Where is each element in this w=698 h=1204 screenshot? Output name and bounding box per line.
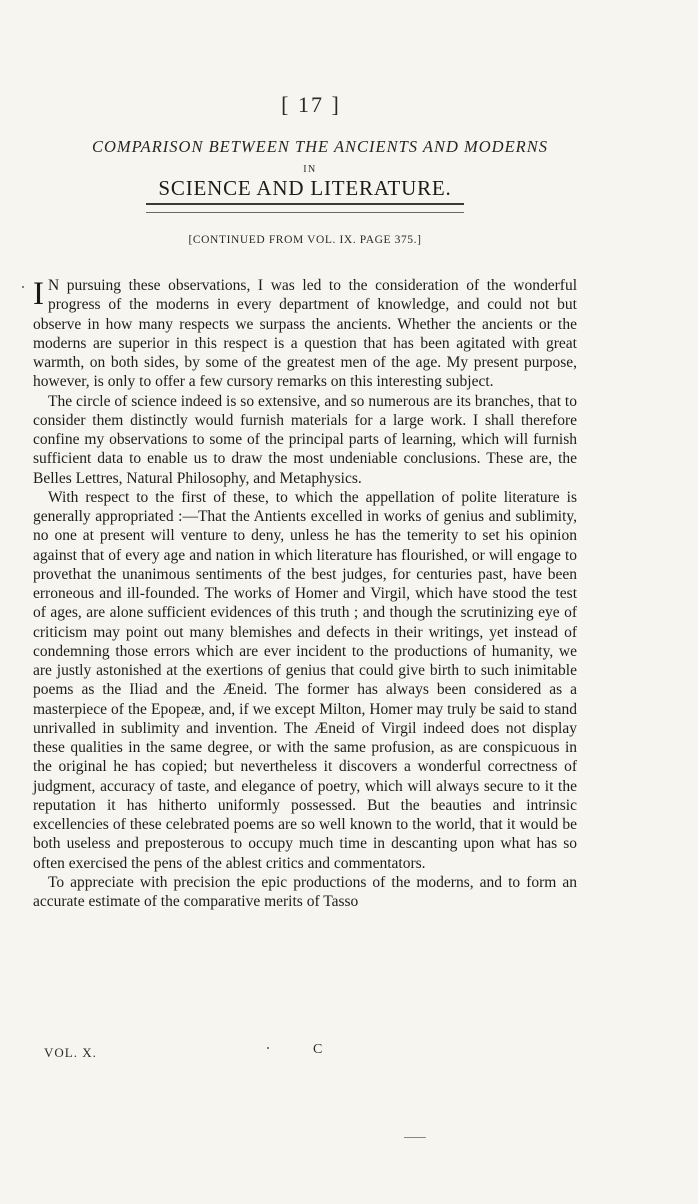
article-title-line2: IN	[303, 164, 317, 175]
drop-cap: I	[33, 276, 44, 312]
ink-speck	[22, 286, 24, 288]
paragraph-3: With respect to the first of these, to which the appellation of polite literature is generally appropriated :—That the Antients excelled in works of genius and sublimity, no one at present will venture to deny, unless he has the temerity to set his opinion against that of every age and nation in which literature has flourished, or will engage to provethat the unanimous sentiments of the best judges, for centuries past, have been erroneous and ill-founded. The works of Homer and Virgil, which have stood the test of ages, are alone sufficient evidences of this truth ; and though the scrutinizing eye of criticism may point out many blemishes and defects in their writings, yet instead of condemning those errors which are ever incident to the productions of humanity, we are justly astonished at the exertions of genius that could give birth to such inimitable poems as the Iliad and the Æneid. The former has always been considered as a masterpiece of the Epopeæ, and, if we except Milton, Homer may truly be said to stand unrivalled in sublimity and invention. The Æneid of Virgil indeed does not display these qualities in the same degree, or with the same profusion, as are conspicuous in the original he has copied; but nevertheless it discovers a wonderful correctness of judgment, accuracy of taste, and elegance of poetry, which will always secure to it the reputation it has hitherto uniformly possessed. But the beauties and intrinsic excellencies of these celebrated poems are so well known to the world, that it would be both useless and preposterous to occupy much time in descanting upon what has so often exercised the pens of the ablest critics and commentators.	[33, 488, 577, 872]
signature-mark: C	[313, 1042, 323, 1057]
title-double-rule	[146, 203, 464, 213]
ink-dash	[404, 1137, 426, 1138]
article-title-line1: COMPARISON BETWEEN THE ANCIENTS AND MODERNS	[92, 137, 548, 156]
page-number: [ 17 ]	[281, 92, 341, 117]
ink-speck	[267, 1047, 269, 1049]
paragraph-1-text: N pursuing these observations, I was led to the consideration of the wonderful progress of the moderns in every department of knowledge, and could not but observe in how many respects we surpass the ancients. Whether the ancients or the moderns are superior in this respect is a question that has been agitated with great warmth, on both sides, by some of the greatest men of the age. My present purpose, however, is only to offer a few cursory remarks on this interesting subject.	[33, 277, 577, 391]
paragraph-4: To appreciate with precision the epic productions of the moderns, and to form an accurate estimate of the comparative merits of Tasso	[33, 873, 577, 910]
article-title-line3: SCIENCE AND LITERATURE.	[158, 176, 452, 200]
continued-note: [CONTINUED FROM VOL. IX. PAGE 375.]	[188, 234, 422, 246]
volume-label: VOL. X.	[44, 1045, 97, 1060]
article-body	[33, 276, 577, 911]
paragraph-1	[33, 276, 577, 392]
paragraph-2: The circle of science indeed is so extensive, and so numerous are its branches, that to consider them distinctly would furnish materials for a large work. I shall therefore confine my observations to some of the principal parts of learning, which will furnish sufficient data to enable us to draw the most undeniable conclusions. These are, the Belles Lettres, Natural Philosophy, and Metaphysics.	[33, 392, 577, 487]
